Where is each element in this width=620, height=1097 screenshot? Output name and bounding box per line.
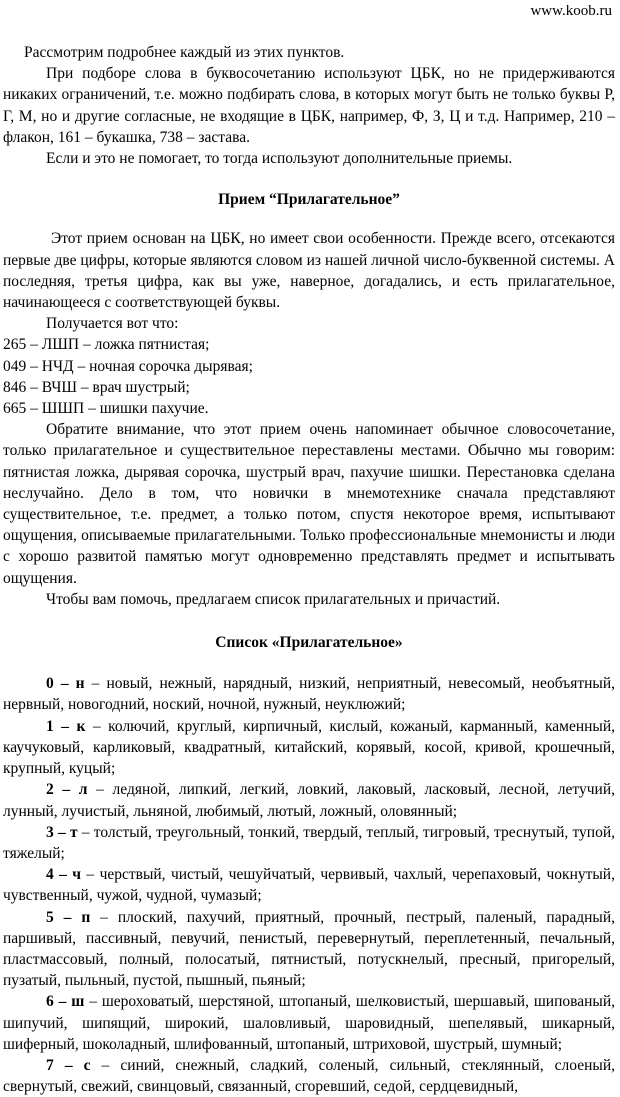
example-line: 846 – ВЧШ – врач шустрый; [3, 378, 190, 396]
page-content [3, 42, 615, 1097]
list-item-text: – новый, нежный, нарядный, низкий, неприятный, невесомый, необъятный, нервный, новогодний, ноский, ночной, нужный, неуклюжий; [3, 675, 615, 714]
list-item [3, 716, 615, 780]
list-item-text: – колючий, круглый, кирпичный, кислый, кожаный, карманный, каменный, каучуковый, карликовый, квадратный, китайский, корявый, косой, кривой, крошечный, крупный, куцый; [3, 717, 615, 778]
list-item-key: 2 – л [46, 781, 88, 799]
list-item [3, 907, 615, 992]
intro-paragraph-1: Рассмотрим подробнее каждый из этих пунктов. [24, 44, 345, 61]
list-item-key: 5 – п [46, 908, 91, 926]
technique-paragraph-1: Этот прием основан на ЦБК, но имеет свои особенности. Прежде всего, отсекаются первые две цифры, которые являются словом из нашей личной число-буквенной системы. А последняя, третья цифра, как вы уже, наверное, догадались, и есть прилагательное, начинающееся с соответствующей буквы. [3, 230, 615, 312]
site-url: www.koob.ru [530, 3, 612, 19]
intro-paragraph-3: Если и это не помогает, то тогда используют дополнительные приемы. [46, 150, 513, 168]
list-item-text: – синий, снежный, сладкий, соленый, сильный, стеклянный, слоеный, свернутый, свежий, свинцовый, связанный, сгоревший, седой, сердцевидный, [3, 1056, 615, 1096]
list-item-key: 0 – н [46, 675, 85, 693]
list-item [3, 1055, 615, 1097]
technique-paragraph-2: Обратите внимание, что этот прием очень напоминает обычное словосочетание, только прилагательное и существительное переставлены местами. Обычно мы говорим: пятнистая ложка, дырявая сорочка, шустрый врач, пахучие шишки. Перестановка сделана неслучайно. Дело в том, что новички в мнемотехнике сначала представляют существительное, т.е. предмет, а только потом, спустя некоторое время, испытывают ощущения, описываемые прилагательными. Только профессиональные мнемонисты и люди с хорошо развитой памятью могут одновременно представлять предмет и испытывать ощущения. [3, 421, 615, 587]
list-item-key: 7 – с [46, 1056, 91, 1074]
list-item-text: – черствый, чистый, чешуйчатый, червивый, чахлый, черепаховый, чокнутый, чувственный, чужой, чудной, чумазый; [3, 866, 615, 905]
list-item [3, 822, 615, 864]
list-item-text: – плоский, пахучий, приятный, прочный, пестрый, паленый, парадный, паршивый, пассивный, певучий, пенистый, перевернутый, переплетенный, печальный, пластмассовый, полный, полосатый, пятнистый, потускнелый, пресный, пригорелый, пузатый, пыльный, пустой, пышный, пьяный; [3, 908, 616, 990]
list-item [3, 779, 615, 821]
list-item [3, 991, 615, 1055]
list-item-key: 6 – ш [46, 993, 85, 1011]
example-line: 049 – НЧД – ночная сорочка дырявая; [3, 357, 253, 375]
section-title-technique: Прием “Прилагательное” [218, 191, 400, 209]
list-item-key: 1 – к [46, 717, 86, 735]
example-line: 665 – ШШП – шишки пахучие. [3, 400, 209, 418]
list-item [3, 673, 615, 715]
list-item-key: 3 – т [46, 823, 78, 841]
list-item [3, 864, 615, 906]
list-item-text: – ледяной, липкий, легкий, ловкий, лаковый, ласковый, лесной, летучий, лунный, лучистый, льняной, любимый, лютый, ложный, оловянный; [3, 781, 615, 820]
list-item-text: – толстый, треугольный, тонкий, твердый, теплый, тигровый, треснутый, тупой, тяжелый; [3, 823, 616, 862]
technique-paragraph-3: Чтобы вам помочь, предлагаем список прилагательных и причастий. [46, 590, 501, 608]
section-title-list: Список «Прилагательное» [215, 634, 403, 652]
list-item-key: 4 – ч [46, 866, 82, 884]
technique-lead: Получается вот что: [46, 315, 179, 333]
intro-paragraph-2: При подборе слова в буквосочетанию используют ЦБК, но не придерживаются никаких ограничений, т.е. можно подбирать слова, в которых могут быть не только буквы Р, Г, М, но и другие согласные, не входящие в ЦБК, например, Ф, З, Ц и т.д. Например, 210 – флакон, 161 – букашка, 738 – застава. [3, 65, 615, 146]
example-line: 265 – ЛШП – ложка пятнистая; [3, 336, 210, 354]
list-item-text: – шероховатый, шерстяной, штопаный, шелковистый, шершавый, шипованый, шипучий, шипящий, широкий, шаловливый, шаровидный, шепелявый, шикарный, шиферный, шоколадный, шлифованный, штопаный, штриховой, шустрый, шумный; [3, 993, 615, 1053]
